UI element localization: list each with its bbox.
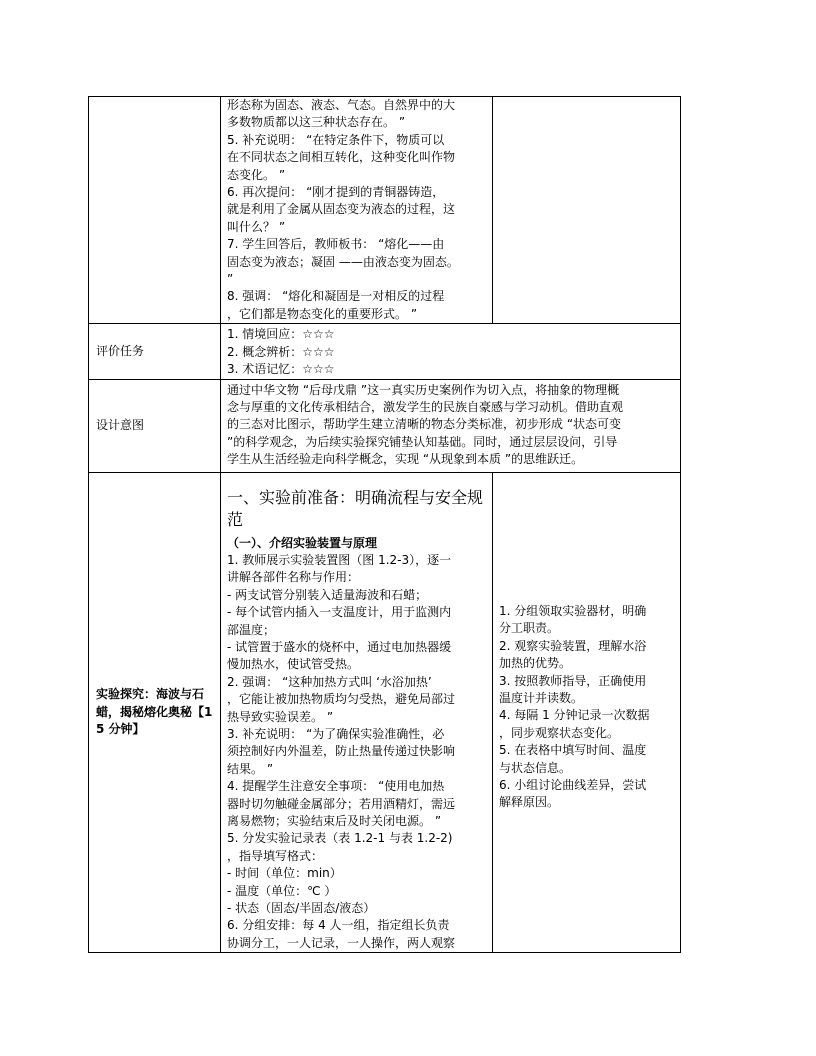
text-line: 通过中华文物 “后母戊鼎 ”这一真实历史案例作为切入点，将抽象的物理概 xyxy=(227,382,620,397)
section-heading: 一、实验前准备：明确流程与安全规范 xyxy=(227,487,484,529)
subsection-heading: （一）、介绍实验装置与原理 xyxy=(227,535,378,550)
student-step-line: 3. 按照教师指导，正确使用 xyxy=(499,673,647,688)
lesson-plan-table xyxy=(88,96,681,953)
step-line: - 温度（单位：℃ ） xyxy=(227,883,337,898)
text-line: ” xyxy=(227,272,234,287)
experiment-student-cell xyxy=(493,472,681,953)
evaluation-label: 评价任务 xyxy=(96,343,145,358)
row-label-cell xyxy=(89,97,221,324)
text-line: 态变化。 ” xyxy=(227,167,286,182)
step-line: 5. 分发实验记录表（表 1.2-1 与表 1.2-2) xyxy=(227,831,453,846)
step-line: 6. 分组安排：每 4 人一组，指定组长负责 xyxy=(227,918,450,933)
step-line: 3. 补充说明： “为了确保实验准确性，必 xyxy=(227,726,445,741)
step-line: 讲解各部件名称与作用： xyxy=(227,570,360,585)
experiment-steps xyxy=(227,552,486,952)
step-line: ，指导填写格式： xyxy=(227,848,324,863)
text-line: 的三态对比图示，帮助学生建立清晰的物态分类标准，初步形成 “状态可变 xyxy=(227,417,622,432)
student-step-line: 分工职责。 xyxy=(499,621,560,636)
table-row xyxy=(89,379,681,472)
step-line: - 每个试管内插入一支温度计，用于监测内 xyxy=(227,605,452,620)
step-line: 离易燃物；实验结束后及时关闭电源。 ” xyxy=(227,814,442,828)
step-line: 结果。 ” xyxy=(227,761,274,776)
step-line: - 试管置于盛水的烧杯中，通过电加热器缓 xyxy=(227,639,452,654)
student-step-line: 6. 小组讨论曲线差异，尝试 xyxy=(499,778,647,792)
text-line: ，它们都是物态变化的重要形式。 ” xyxy=(227,306,418,321)
student-steps xyxy=(499,603,674,812)
student-step-line: 1. 分组领取实验器材，明确 xyxy=(499,603,647,618)
text-line: 6. 再次提问： “刚才提到的青铜器铸造， xyxy=(227,185,445,200)
evaluation-item: 3. 术语记忆：☆☆☆ xyxy=(227,362,335,377)
student-step-line: ，同步观察状态变化。 xyxy=(499,725,620,740)
teacher-activity-cell xyxy=(221,97,493,324)
text-line: ”的科学观念，为后续实验探究铺垫认知基础。同时，通过层层设问，引导 xyxy=(227,434,618,449)
table-row xyxy=(89,97,681,324)
text-line: 7. 学生回答后，教师板书： “熔化——由 xyxy=(227,237,445,252)
step-line: 须控制好内外温差，防止热量传递过快影响 xyxy=(227,744,456,759)
text-line: 5. 补充说明： “在特定条件下，物质可以 xyxy=(227,132,445,147)
student-step-line: 温度计并读数。 xyxy=(499,690,584,705)
step-line: 2. 强调： “这种加热方式叫 ‘水浴加热’ xyxy=(227,674,432,689)
text-line: 多数物质都以这三种状态存在。 ” xyxy=(227,115,406,130)
experiment-teacher-cell xyxy=(221,472,493,953)
student-step-line: 解释原因。 xyxy=(499,795,560,810)
student-step-line: 与状态信息。 xyxy=(499,760,572,775)
design-intent-cell xyxy=(221,379,681,472)
row-label-evaluation xyxy=(89,324,221,379)
evaluation-item: 1. 情境回应：☆☆☆ xyxy=(227,327,335,342)
student-activity-cell xyxy=(493,97,681,324)
row-label-experiment xyxy=(89,472,221,953)
step-line: - 时间（单位：min） xyxy=(227,866,342,881)
design-intent-label: 设计意图 xyxy=(96,417,145,432)
step-line: 慢加热水，使试管受热。 xyxy=(227,657,360,672)
student-step-line: 加热的优势。 xyxy=(499,656,572,671)
step-line: ，它能让被加热物质均匀受热，避免局部过 xyxy=(227,692,456,707)
step-line: 1. 教师展示实验装置图（图 1.2-3），逐一 xyxy=(227,552,452,567)
student-step-line: 5. 在表格中填写时间、温度 xyxy=(499,743,647,758)
text-line: 形态称为固态、液态、气态。自然界中的大 xyxy=(227,98,456,112)
text-line: 固态变为液态；凝固 ——由液态变为固态。 xyxy=(227,254,459,269)
text-line: 在不同状态之间相互转化，这种变化叫作物 xyxy=(227,150,456,165)
text-line: 念与厚重的文化传承相结合，激发学生的民族自豪感与学习动机。借助直观 xyxy=(227,399,624,414)
text-line: 就是利用了金属从固态变为液态的过程，这 xyxy=(227,202,456,217)
step-line: - 两支试管分别装入适量海波和石蜡； xyxy=(227,587,428,602)
step-line: 热导致实验误差。 ” xyxy=(227,709,334,724)
table-row xyxy=(89,324,681,379)
step-line: 部温度； xyxy=(227,622,276,637)
text-line: 叫什么？ ” xyxy=(227,219,286,234)
row-label-design xyxy=(89,379,221,472)
text-line: 8. 强调： “熔化和凝固是一对相反的过程 xyxy=(227,289,445,304)
student-step-line: 4. 每隔 1 分钟记录一次数据 xyxy=(499,708,650,723)
step-line: 协调分工，一人记录，一人操作，两人观察 xyxy=(227,935,456,950)
step-line: 4. 提醒学生注意安全事项： “使用电加热 xyxy=(227,779,445,794)
step-line: 器时切勿触碰金属部分；若用酒精灯，需远 xyxy=(227,796,456,811)
text-line: 学生从生活经验走向科学概念，实现 “从现象到本质 ”的思维跃迁。 xyxy=(227,452,584,467)
evaluation-item: 2. 概念辨析：☆☆☆ xyxy=(227,344,335,359)
evaluation-cell xyxy=(221,324,681,379)
student-step-line: 2. 观察实验装置，理解水浴 xyxy=(499,638,647,653)
experiment-label: 实验探究：海波与石蜡，揭秘熔化奥秘【15 分钟】 xyxy=(96,687,213,737)
table-row xyxy=(89,472,681,953)
step-line: - 状态（固态/半固态/液态） xyxy=(227,901,376,916)
